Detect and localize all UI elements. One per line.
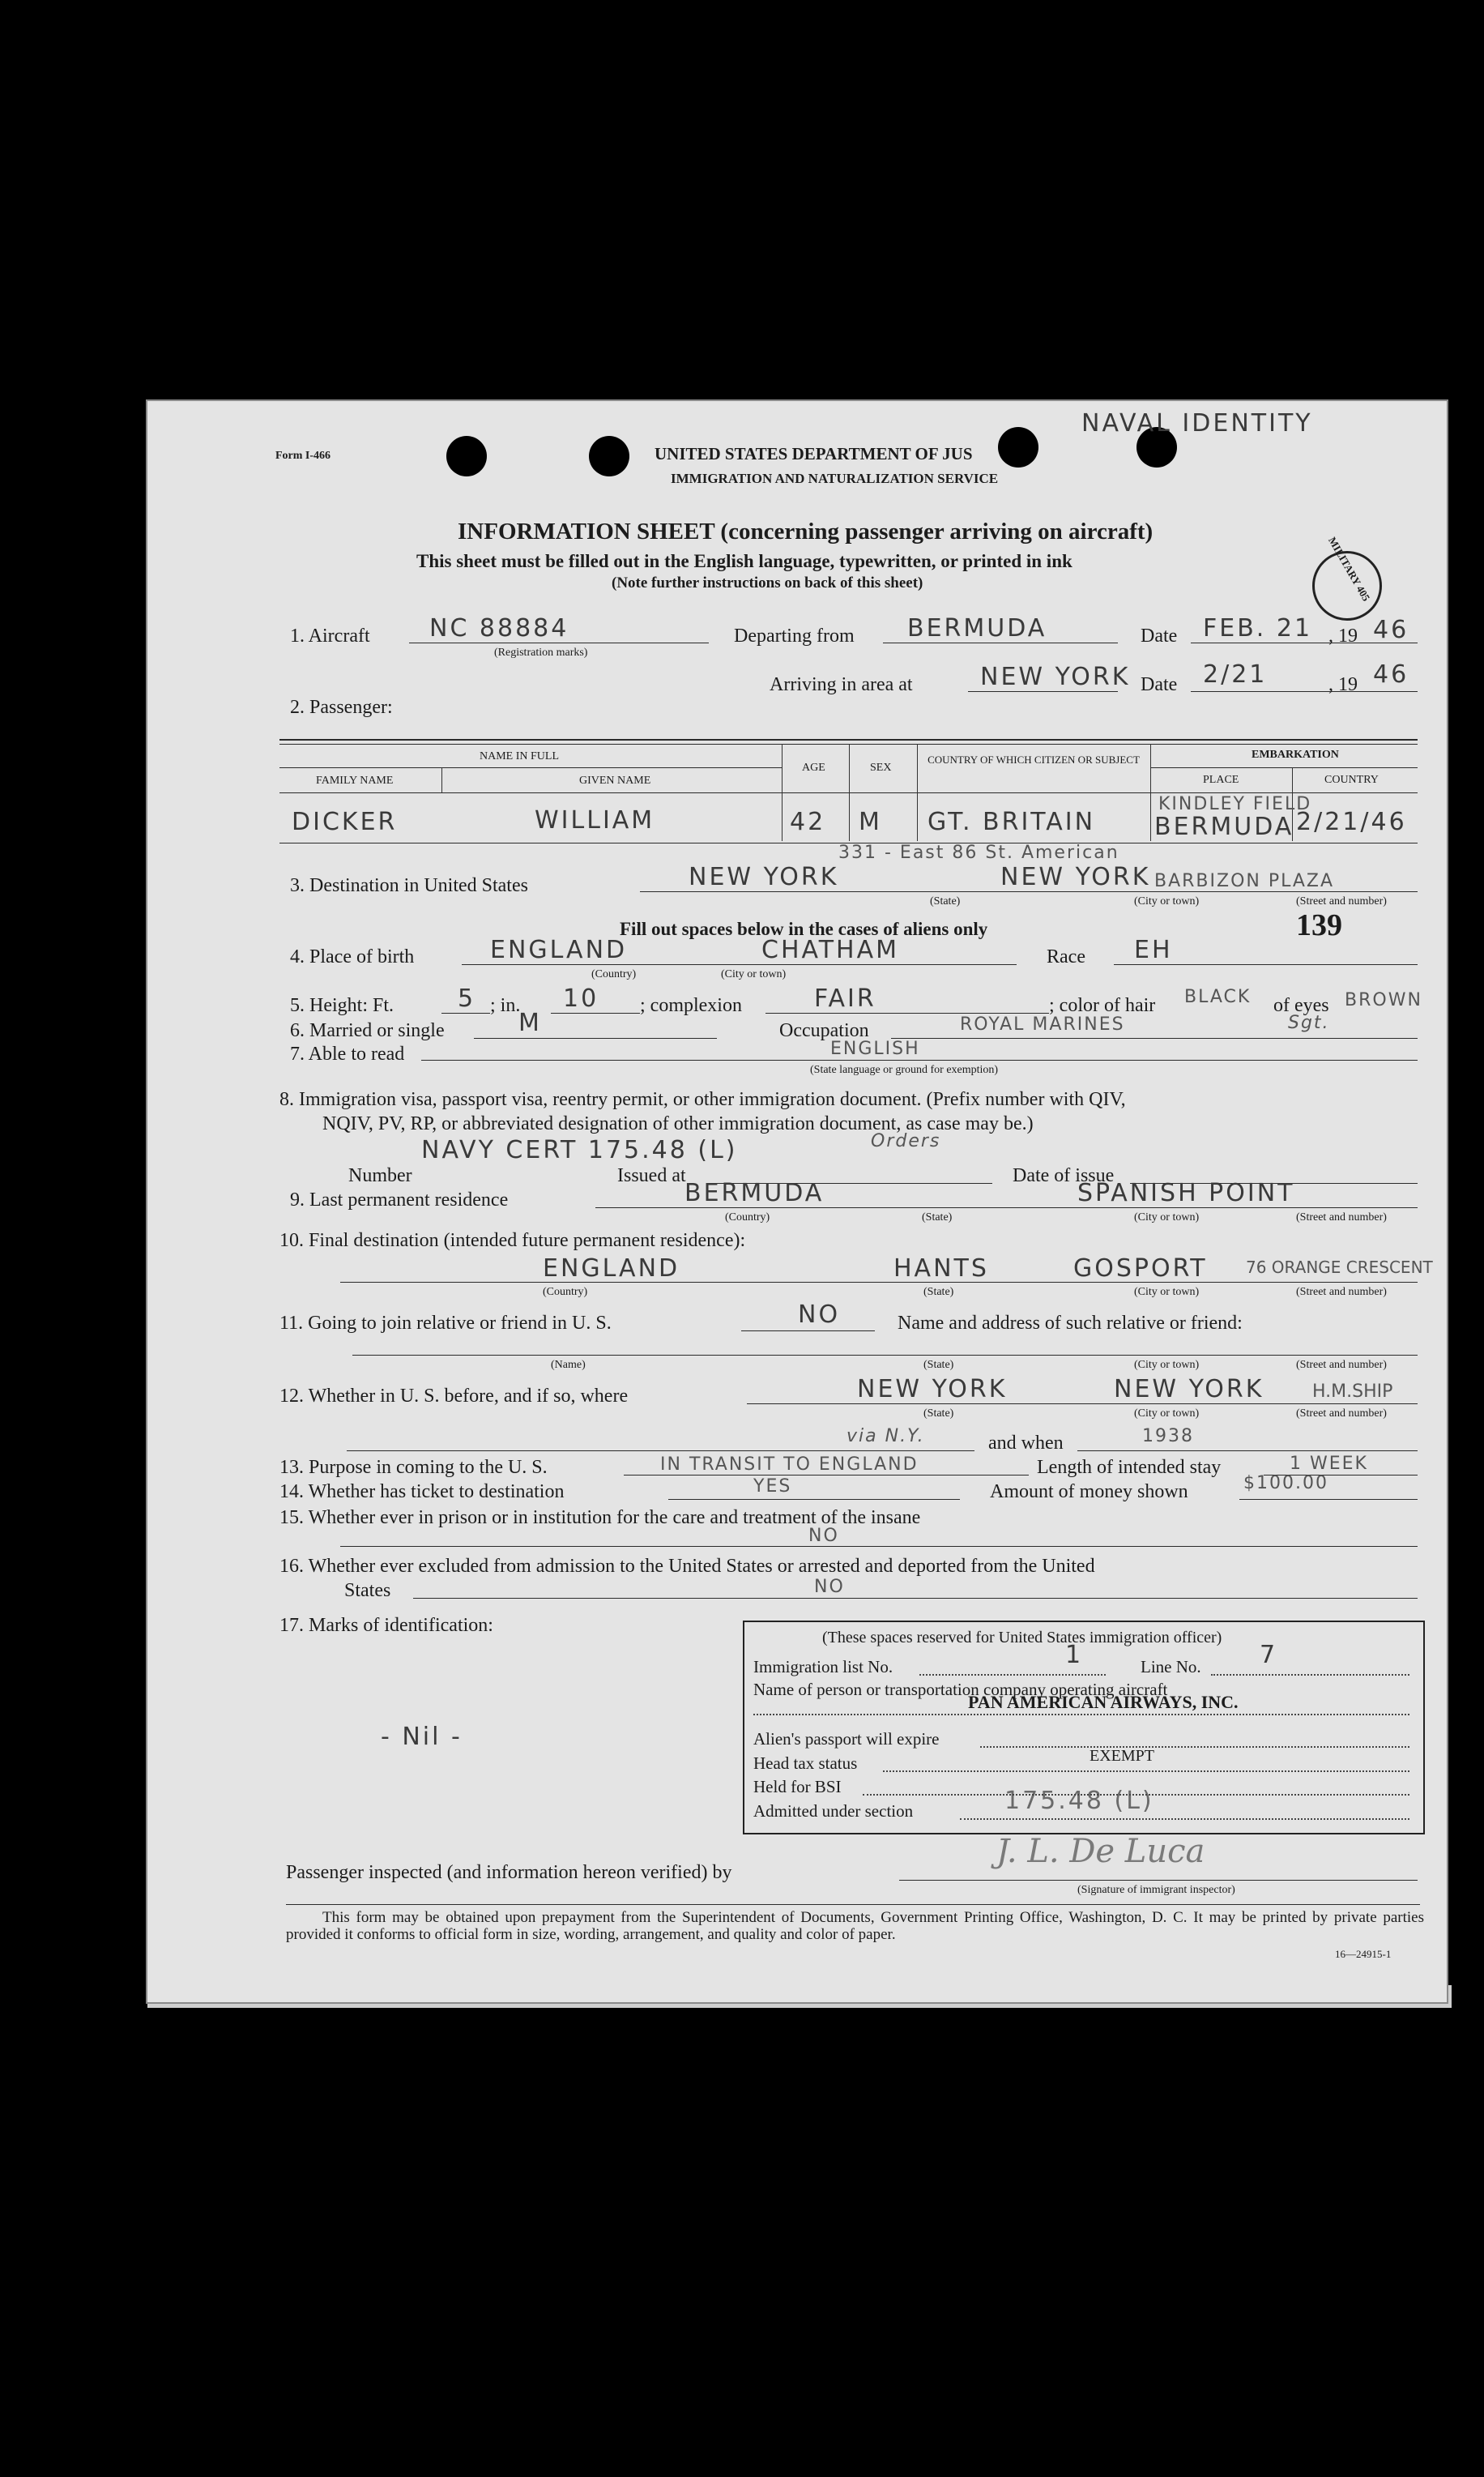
- passport-label: Alien's passport will expire: [753, 1729, 940, 1749]
- place-header: PLACE: [1203, 774, 1239, 786]
- place: BERMUDA: [1154, 813, 1294, 841]
- footer-text: This form may be obtained upon prepayment from the Superintendent of Documents, Government Printing Office, Washington, D. C. It may be printed by private parties provided it conforms to official form in size, wording, arrangement, and quality and color of paper.: [286, 1909, 1424, 1943]
- issued-label: Issued at: [617, 1165, 686, 1186]
- service: IMMIGRATION AND NATURALIZATION SERVICE: [671, 471, 999, 486]
- when-value: 1938: [1142, 1426, 1194, 1446]
- stamp-text: MILITARY 405: [1326, 535, 1373, 604]
- married-value: M: [518, 1009, 542, 1037]
- race-label: Race: [1047, 946, 1085, 967]
- prison-value: NO: [808, 1526, 839, 1546]
- marks-value: - Nil -: [381, 1723, 463, 1751]
- company-value: PAN AMERICAN AIRWAYS, INC.: [968, 1692, 1239, 1712]
- destination-note: 331 - East 86 St. American: [838, 843, 1119, 863]
- sex-header: SEX: [870, 762, 892, 774]
- list-label: Immigration list No.: [753, 1657, 893, 1676]
- join-state-caption: (State): [923, 1359, 954, 1371]
- final-city-caption: (City or town): [1134, 1286, 1200, 1298]
- birth-country-caption: (Country): [591, 968, 637, 980]
- eyes-label: of eyes: [1273, 995, 1329, 1016]
- year2-value: 46: [1373, 660, 1409, 689]
- instructions: This sheet must be filled out in the English language, typewritten, or printed in ink: [416, 551, 1072, 571]
- marks-label: 17. Marks of identification:: [279, 1615, 493, 1636]
- before-street: H.M.SHIP: [1312, 1382, 1393, 1402]
- residence-label: 9. Last permanent residence: [290, 1189, 509, 1211]
- country2-header: COUNTRY: [1324, 774, 1379, 786]
- birth-country: ENGLAND: [490, 936, 628, 964]
- form-number: Form I-466: [275, 450, 331, 462]
- sheet-title: INFORMATION SHEET (concerning passenger arriving on aircraft): [458, 519, 1154, 545]
- age: 42: [790, 808, 826, 836]
- year2-prefix: , 19: [1328, 674, 1358, 695]
- citizen-header: COUNTRY OF WHICH CITIZEN OR SUBJECT: [927, 754, 1140, 766]
- height-ft: 5: [458, 984, 476, 1013]
- final-state-caption: (State): [923, 1286, 954, 1298]
- join-label: 11. Going to join relative or friend in U. S.: [279, 1313, 612, 1334]
- line-value: 7: [1260, 1641, 1278, 1669]
- destination-city: NEW YORK: [1000, 863, 1151, 891]
- occupation: ROYAL MARINES: [960, 1014, 1125, 1035]
- when-label: and when: [988, 1433, 1064, 1454]
- punch-hole: [446, 436, 487, 476]
- age-header: AGE: [802, 762, 825, 774]
- destination-state: NEW YORK: [689, 863, 839, 891]
- race: EH: [1134, 936, 1173, 964]
- name-header: NAME IN FULL: [480, 750, 559, 762]
- agency: UNITED STATES DEPARTMENT OF JUS: [655, 444, 973, 463]
- complexion: FAIR: [814, 984, 876, 1013]
- visa-text-2: NQIV, PV, RP, or abbreviated designation of other immigration document, as case may be.): [322, 1113, 1034, 1134]
- company-label: Name of person or transportation company operating aircraft: [753, 1680, 1168, 1699]
- residence-country: BERMUDA: [684, 1179, 825, 1207]
- serial-number: 139: [1296, 908, 1342, 942]
- tax-label: Head tax status: [753, 1753, 858, 1773]
- corner-note: NAVAL IDENTITY: [1081, 409, 1313, 438]
- purpose-value: IN TRANSIT TO ENGLAND: [660, 1454, 919, 1475]
- residence-country-caption: (Country): [725, 1211, 770, 1224]
- departing-label: Departing from: [734, 626, 855, 647]
- money-value: $100.00: [1243, 1473, 1328, 1493]
- visa-orders: Orders: [871, 1131, 941, 1151]
- inspected-label: Passenger inspected (and information hereon verified) by: [286, 1862, 732, 1883]
- place-top: KINDLEY FIELD: [1158, 794, 1312, 814]
- aircraft-label: 1. Aircraft: [290, 626, 370, 647]
- married-label: 6. Married or single: [290, 1020, 445, 1041]
- punch-hole: [998, 427, 1038, 468]
- residence-city-caption: (City or town): [1134, 1211, 1200, 1224]
- ticket-value: YES: [753, 1476, 792, 1497]
- hair-label: ; color of hair: [1049, 995, 1156, 1016]
- section-label: Admitted under section: [753, 1801, 914, 1821]
- final-state: HANTS: [893, 1254, 989, 1283]
- residence-state-caption: (State): [922, 1211, 953, 1224]
- line-label: Line No.: [1141, 1657, 1201, 1676]
- embark-date: 2/21/46: [1296, 808, 1407, 836]
- stay-label: Length of intended stay: [1037, 1457, 1222, 1478]
- destination-label: 3. Destination in United States: [290, 875, 528, 896]
- tax-value: EXEMPT: [1090, 1747, 1154, 1765]
- number-label: Number: [348, 1165, 412, 1186]
- before-state-caption: (State): [923, 1407, 954, 1420]
- final-street-caption: (Street and number): [1296, 1286, 1387, 1298]
- final-street: 76 ORANGE CRESCENT: [1246, 1258, 1433, 1277]
- aircraft-value: NC 88884: [429, 614, 569, 643]
- arriving-value: NEW YORK: [980, 663, 1131, 691]
- officer-box-header: (These spaces reserved for United States immigration officer): [822, 1629, 1222, 1646]
- height-label: 5. Height: Ft.: [290, 995, 394, 1016]
- before-via: via N.Y.: [846, 1426, 925, 1446]
- purpose-label: 13. Purpose in coming to the U. S.: [279, 1457, 548, 1478]
- height-in-label: ; in.: [490, 995, 521, 1016]
- excluded-label-2: States: [344, 1580, 391, 1601]
- date-label: Date: [1141, 626, 1178, 647]
- excluded-value: NO: [814, 1577, 845, 1597]
- before-city-caption: (City or town): [1134, 1407, 1200, 1420]
- read-caption: (State language or ground for exemption): [810, 1064, 999, 1076]
- passenger-label: 2. Passenger:: [290, 697, 393, 718]
- date2-value: 2/21: [1203, 660, 1268, 689]
- family-header: FAMILY NAME: [316, 775, 394, 787]
- read-label: 7. Able to read: [290, 1044, 405, 1065]
- before-street-caption: (Street and number): [1296, 1407, 1387, 1420]
- city-caption: (City or town): [1134, 895, 1200, 908]
- before-state: NEW YORK: [857, 1375, 1008, 1403]
- residence-street-caption: (Street and number): [1296, 1211, 1387, 1224]
- punch-hole: [589, 436, 629, 476]
- street-caption: (Street and number): [1296, 895, 1387, 908]
- join-city-caption: (City or town): [1134, 1359, 1200, 1371]
- read-value: ENGLISH: [830, 1039, 920, 1059]
- birth-city-caption: (City or town): [721, 968, 787, 980]
- stay-value: 1 WEEK: [1290, 1454, 1368, 1474]
- destination-street: BARBIZON PLAZA: [1154, 871, 1335, 891]
- before-city: NEW YORK: [1114, 1375, 1264, 1403]
- list-value: 1: [1065, 1641, 1084, 1669]
- arriving-label: Arriving in area at: [770, 674, 913, 695]
- birth-city: CHATHAM: [761, 936, 899, 964]
- prison-label: 15. Whether ever in prison or in institution for the care and treatment of the insane: [279, 1507, 921, 1528]
- final-country: ENGLAND: [543, 1254, 680, 1283]
- given-name: WILLIAM: [535, 806, 655, 835]
- state-caption: (State): [930, 895, 961, 908]
- bsi-label: Held for BSI: [753, 1777, 842, 1796]
- section-value: 175.48 (L): [1004, 1787, 1154, 1815]
- occupation-note: Sgt.: [1288, 1013, 1330, 1033]
- final-country-caption: (Country): [543, 1286, 588, 1298]
- family-name: DICKER: [292, 808, 398, 836]
- note: (Note further instructions on back of this sheet): [612, 574, 923, 591]
- aircraft-caption: (Registration marks): [494, 647, 588, 659]
- money-label: Amount of money shown: [990, 1481, 1188, 1502]
- year-prefix: , 19: [1328, 626, 1358, 647]
- footer-code: 16—24915-1: [1335, 1948, 1392, 1960]
- before-label: 12. Whether in U. S. before, and if so, where: [279, 1386, 629, 1407]
- given-header: GIVEN NAME: [579, 775, 651, 787]
- final-dest-label: 10. Final destination (intended future permanent residence):: [279, 1230, 746, 1251]
- signature-caption: (Signature of immigrant inspector): [1077, 1884, 1235, 1896]
- residence-street: SPANISH POINT: [1077, 1179, 1295, 1207]
- eyes: BROWN: [1345, 990, 1422, 1010]
- citizen: GT. BRITAIN: [927, 808, 1096, 836]
- embark-header: EMBARKATION: [1252, 749, 1339, 761]
- visa-text-1: 8. Immigration visa, passport visa, reentry permit, or other immigration document. (Prefix number with QIV,: [279, 1089, 1126, 1110]
- date-of-issue-label: Date of issue: [1013, 1165, 1115, 1186]
- ticket-label: 14. Whether has ticket to destination: [279, 1481, 565, 1502]
- join-name-caption: (Name): [551, 1359, 586, 1371]
- height-in: 10: [563, 984, 599, 1013]
- visa-handwritten: NAVY CERT 175.48 (L): [421, 1136, 738, 1164]
- inspector-signature: J. L. De Luca: [996, 1833, 1205, 1870]
- sex: M: [859, 808, 882, 836]
- excluded-label-1: 16. Whether ever excluded from admission to the United States or arrested and deported from the United: [279, 1556, 1095, 1577]
- join-street-caption: (Street and number): [1296, 1359, 1387, 1371]
- date-value: FEB. 21: [1203, 614, 1313, 643]
- year-value: 46: [1373, 616, 1409, 644]
- occupation-label: Occupation: [779, 1020, 869, 1041]
- departing-value: BERMUDA: [907, 614, 1047, 643]
- hair: BLACK: [1184, 987, 1252, 1007]
- join-name-label: Name and address of such relative or friend:: [898, 1313, 1243, 1334]
- final-city: GOSPORT: [1073, 1254, 1208, 1283]
- complexion-label: ; complexion: [640, 995, 742, 1016]
- birth-label: 4. Place of birth: [290, 946, 415, 967]
- date2-label: Date: [1141, 674, 1178, 695]
- aliens-note: Fill out spaces below in the cases of aliens only: [620, 919, 988, 939]
- join-value: NO: [798, 1300, 841, 1329]
